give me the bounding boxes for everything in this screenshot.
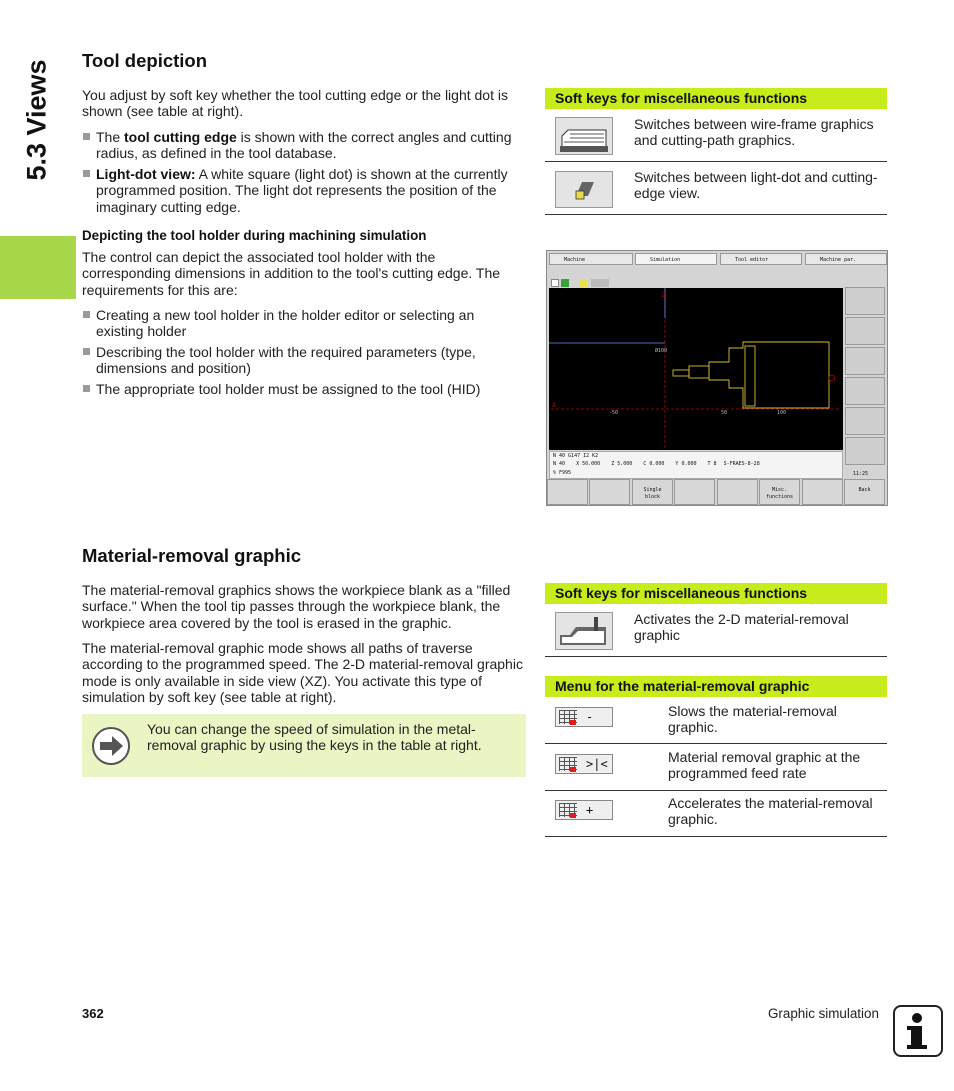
side-softkey-3[interactable] <box>845 347 885 375</box>
tab-machine[interactable]: Machine <box>549 253 633 265</box>
side-softkey-4[interactable] <box>845 377 885 405</box>
side-softkey-tool[interactable] <box>845 317 885 345</box>
simulation-screenshot <box>546 250 888 506</box>
softkey-1[interactable] <box>547 479 588 505</box>
tick-label: 50 <box>721 410 728 416</box>
simulation-toolbar <box>551 279 611 287</box>
page-number: 362 <box>82 1006 104 1021</box>
material-removal-para1: The material-removal graphics shows the workpiece blank as a "filled surface." When the tool tip passes through the workpiece blank, the workpiece area covered by the tool is erased in the graphic. <box>82 582 511 631</box>
side-softkey-tool-t[interactable] <box>845 437 885 465</box>
faster-key-icon: + <box>555 800 613 820</box>
softkey-single-block[interactable]: Single block <box>632 479 673 505</box>
bullet-cutting-edge: The tool cutting edge is shown with the correct angles and cutting radius, as defined in the tool database. <box>82 129 526 162</box>
simulation-graphic <box>549 288 843 450</box>
bullet-light-dot: Light-dot view: A white square (light dot) is shown at the currently programmed position. The light dot represents the position of the imaginary cutting edge. <box>82 166 526 215</box>
note-box <box>82 714 526 777</box>
softkey-back[interactable]: Back <box>844 479 885 505</box>
slower-key-icon: - <box>555 707 613 727</box>
side-softkey-5[interactable] <box>845 407 885 435</box>
feed-rate-key-icon: >|< <box>555 754 613 774</box>
light-dot-icon <box>555 171 613 208</box>
table-row: Switches between light-dot and cutting-edge view. <box>545 162 887 215</box>
tick-label: 100 <box>777 410 787 416</box>
wireframe-graphics-icon <box>555 117 613 155</box>
material-removal-icon <box>555 612 613 650</box>
holder-bullet-3: The appropriate tool holder must be assigned to the tool (HID) <box>82 381 522 397</box>
table-row: Activates the 2-D material-removal graphic <box>545 605 887 657</box>
softkey-wireframe[interactable] <box>674 479 715 505</box>
table-row: Switches between wire-frame graphics and cutting-path graphics. <box>545 110 887 162</box>
diameter-label: Ø100 <box>655 348 668 354</box>
tool-holder-subheading: Depicting the tool holder during machining simulation <box>82 228 427 243</box>
softkey-misc-functions[interactable]: Misc. functions <box>759 479 800 505</box>
position-display: N 40 G147 I2 K2 N 40 X 50.000 Z 5.000 C 0.000 Y 0.000 T 8 S-FRAES-8-28 % F995 <box>549 451 843 479</box>
axis-z-label: Z <box>662 292 666 299</box>
softkey-7[interactable] <box>802 479 843 505</box>
material-removal-para2: The material-removal graphic mode shows all paths of traverse according to the programmed speed. The 2-D material-removal graphic mode is only available in side view (XZ). You activate this type of simulation by soft key (see table at right). <box>82 640 523 705</box>
info-icon <box>893 1005 943 1057</box>
side-softkey-view[interactable] <box>845 287 885 315</box>
arrow-right-icon <box>92 727 130 765</box>
tab-machine-par[interactable]: Machine par. <box>805 253 887 265</box>
table-row: - Slows the material-removal graphic. <box>545 698 887 744</box>
note-text: You can change the speed of simulation in the metal-removal graphic by using the keys in the table at right. <box>147 721 482 754</box>
clock: 11:25 <box>853 471 869 477</box>
side-section-title: 5.3 Views <box>21 59 52 181</box>
holder-bullet-1: Creating a new tool holder in the holder editor or selecting an existing holder <box>82 307 502 340</box>
tool-holder-text: The control can depict the associated tool holder with the corresponding dimensions in addition to the tool's cutting edge. The requirements for this are: <box>82 249 501 298</box>
softkeys-table-2-header: Soft keys for miscellaneous functions <box>545 583 887 604</box>
tick-label: -50 <box>609 410 619 416</box>
softkey-2[interactable] <box>589 479 630 505</box>
footer-section-title: Graphic simulation <box>768 1006 879 1021</box>
softkey-light-dot[interactable] <box>717 479 758 505</box>
table-row: >|< Material removal graphic at the programmed feed rate <box>545 744 887 791</box>
axis-x-label: X <box>552 402 556 409</box>
side-thumb-tab <box>0 236 76 299</box>
table-row: + Accelerates the material-removal graphic. <box>545 791 887 837</box>
holder-bullet-2: Describing the tool holder with the required parameters (type, dimensions and position) <box>82 344 502 377</box>
softkeys-table-1-header: Soft keys for miscellaneous functions <box>545 88 887 109</box>
material-removal-heading: Material-removal graphic <box>82 545 301 566</box>
tab-simulation[interactable]: Simulation <box>635 253 717 265</box>
tool-depiction-intro: You adjust by soft key whether the tool cutting edge or the light dot is shown (see table at right). <box>82 87 508 120</box>
menu-table-header: Menu for the material-removal graphic <box>545 676 887 697</box>
tab-tool-editor[interactable]: Tool editor <box>720 253 802 265</box>
position-values: N 40 X 50.000 Z 5.000 C 0.000 Y 0.000 T 8 S-FRAES-8-28 <box>553 461 760 467</box>
tool-depiction-heading: Tool depiction <box>82 50 208 71</box>
